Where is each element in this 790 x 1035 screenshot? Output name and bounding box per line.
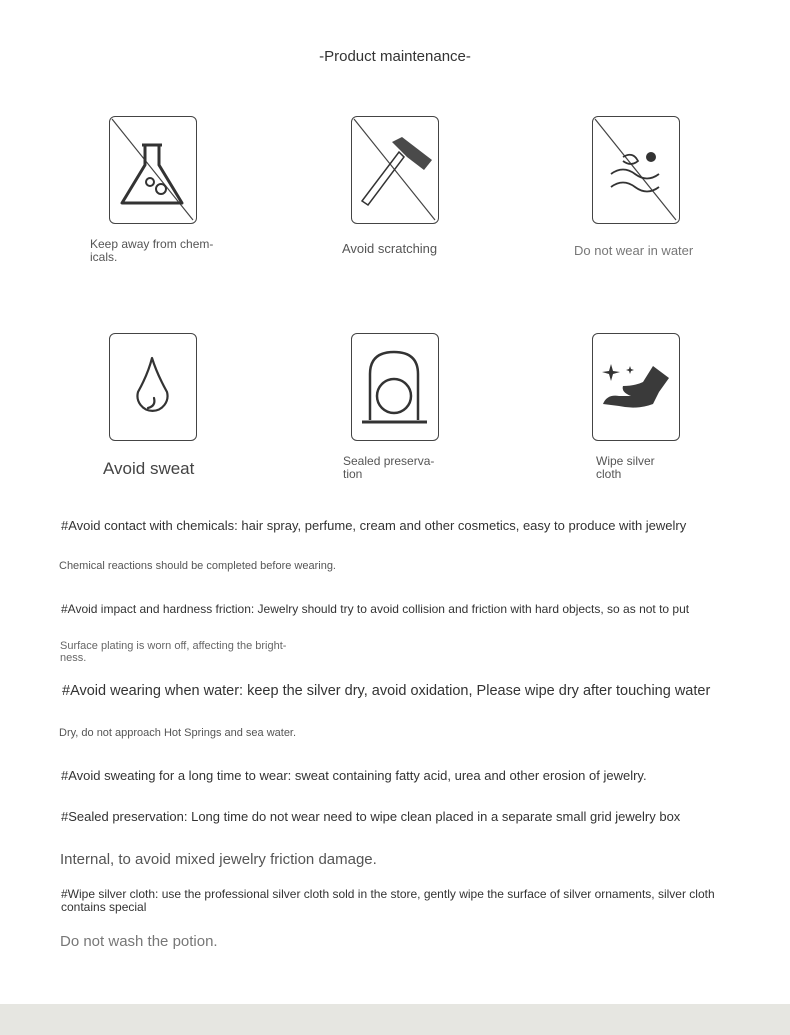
text-line: #Avoid contact with chemicals: hair spray, perfume, cream and other cosmetics, easy to produce with jewelry [61, 518, 687, 533]
text-line: Chemical reactions should be completed before wearing. [59, 560, 336, 572]
text-line: #Avoid sweating for a long time to wear: sweat containing fatty acid, urea and other erosion of jewelry. [61, 768, 647, 783]
icon-caption: Avoid sweat [103, 459, 195, 478]
icon-caption: Wipe silver cloth [596, 454, 655, 482]
footer-bar [0, 1004, 790, 1035]
icon-caption: Do not wear in water [574, 243, 694, 258]
icon-caption: Sealed preserva- tion [343, 454, 435, 482]
dome-icon [351, 333, 439, 441]
drop-icon [109, 333, 197, 441]
text-line: Internal, to avoid mixed jewelry friction damage. [60, 851, 377, 868]
icon-caption: Keep away from chem- icals. [90, 237, 214, 265]
text-line: #Avoid impact and hardness friction: Jewelry should try to avoid collision and friction with hard objects, so as not to put [61, 602, 690, 616]
flask-icon [109, 116, 197, 224]
text-line: #Sealed preservation: Long time do not wear need to wipe clean placed in a separate small grid jewelry box [61, 809, 681, 824]
page-title: -Product maintenance- [319, 48, 471, 65]
text-line: Dry, do not approach Hot Springs and sea water. [59, 727, 297, 739]
text-line: #Wipe silver cloth: use the professional silver cloth sold in the store, gently wipe the surface of silver ornaments, silver cloth contains special [61, 887, 715, 914]
text-line: #Avoid wearing when water: keep the silver dry, avoid oxidation, Please wipe dry after touching water [62, 683, 711, 699]
icon-caption: Avoid scratching [342, 241, 438, 256]
hammer-icon [351, 116, 439, 224]
wipe-cloth-icon [592, 333, 680, 441]
text-line: Do not wash the potion. [60, 933, 218, 950]
text-line: Surface plating is worn off, affecting the bright- ness. [60, 640, 287, 665]
water-icon [592, 116, 680, 224]
